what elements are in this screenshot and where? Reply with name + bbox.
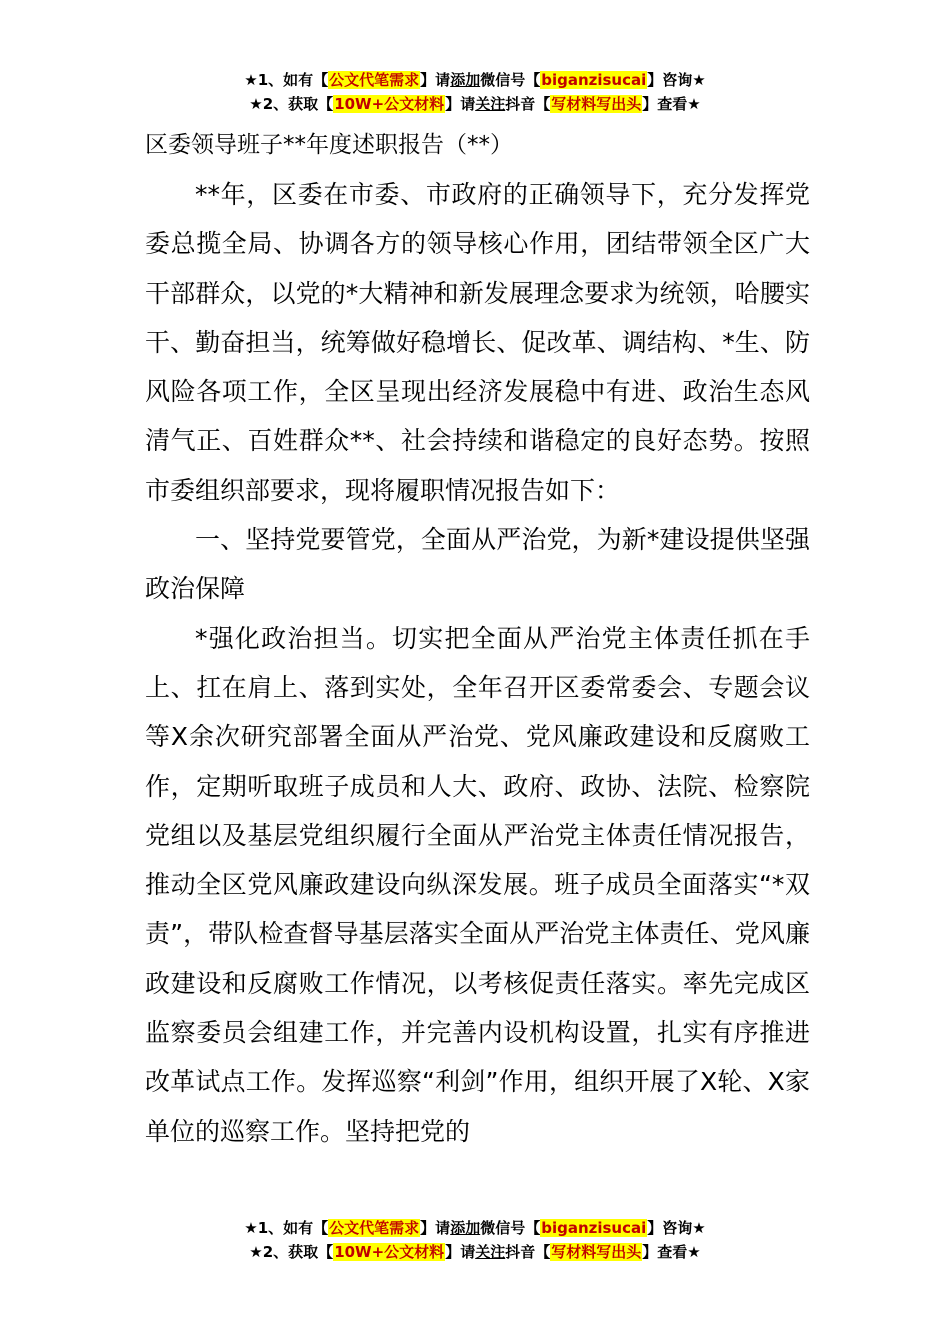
promo-banner-top bbox=[0, 68, 950, 116]
promo-line-2 bbox=[0, 92, 950, 116]
promo-text: 】请 bbox=[445, 95, 476, 113]
promo-text: ★2、获取【 bbox=[249, 95, 334, 113]
promo-text: ★2、获取【 bbox=[249, 1243, 334, 1261]
promo-banner-bottom bbox=[0, 1216, 950, 1264]
paragraph-intro: **年，区委在市委、市政府的正确领导下，充分发挥党委总揽全局、协调各方的领导核心作用，团结带领全区广大干部群众，以党的*大精神和新发展理念要求为统领，哈腰实干、勤奋担当，统筹做好稳增长、促改革、调结构、*生、防风险各项工作，全区呈现出经济发展稳中有进、政治生态风清气正、百姓群众**、社会持续和谐稳定的良好态势。按照市委组织部要求，现将履职情况报告如下： bbox=[145, 180, 810, 505]
promo-line-1 bbox=[0, 1216, 950, 1240]
promo-emphasis: 关注 bbox=[475, 1243, 506, 1261]
promo-text: 】咨询★ bbox=[647, 71, 706, 89]
promo-emphasis: 添加 bbox=[450, 71, 481, 89]
promo-text: ★1、如有【 bbox=[244, 71, 329, 89]
promo-highlight: biganzisucai bbox=[541, 1219, 647, 1237]
document-body bbox=[145, 126, 810, 1156]
document-title: 区委领导班子**年度述职报告（**） bbox=[145, 132, 513, 158]
promo-text: 】请 bbox=[420, 71, 451, 89]
promo-text: 】查看★ bbox=[642, 95, 701, 113]
promo-text: 微信号【 bbox=[480, 71, 541, 89]
promo-text: 】咨询★ bbox=[647, 1219, 706, 1237]
section-heading: 一、坚持党要管党，全面从严治党，为新*建设提供坚强政治保障 bbox=[145, 525, 810, 604]
promo-line-1 bbox=[0, 68, 950, 92]
promo-highlight: 写材料写出头 bbox=[551, 95, 642, 113]
promo-emphasis: 添加 bbox=[450, 1219, 481, 1237]
promo-highlight: 公文代笔需求 bbox=[329, 71, 420, 89]
promo-text: 】查看★ bbox=[642, 1243, 701, 1261]
promo-text: 】请 bbox=[445, 1243, 476, 1261]
promo-highlight: 10W+公文材料 bbox=[334, 95, 445, 113]
promo-highlight: 10W+公文材料 bbox=[334, 1243, 445, 1261]
promo-emphasis: 关注 bbox=[475, 95, 506, 113]
promo-highlight: 写材料写出头 bbox=[551, 1243, 642, 1261]
promo-text: ★1、如有【 bbox=[244, 1219, 329, 1237]
promo-text: 微信号【 bbox=[480, 1219, 541, 1237]
promo-text: 】请 bbox=[420, 1219, 451, 1237]
promo-line-2 bbox=[0, 1240, 950, 1264]
paragraph-body: *强化政治担当。切实把全面从严治党主体责任抓在手上、扛在肩上、落到实处，全年召开区委常委会、专题会议等X余次研究部署全面从严治党、党风廉政建设和反腐败工作，定期听取班子成员和人大、政府、政协、法院、检察院党组以及基层党组织履行全面从严治党主体责任情况报告，推动全区党风廉政建设向纵深发展。班子成员全面落实“*双责”，带队检查督导基层落实全面从严治党主体责任、党风廉政建设和反腐败工作情况，以考核促责任落实。率先完成区监察委员会组建工作，并完善内设机构设置，扎实有序推进改革试点工作。发挥巡察“利剑”作用，组织开展了X轮、X家单位的巡察工作。坚持把党的 bbox=[145, 623, 810, 1146]
promo-highlight: 公文代笔需求 bbox=[329, 1219, 420, 1237]
promo-text: 抖音【 bbox=[505, 95, 551, 113]
promo-highlight: biganzisucai bbox=[541, 71, 647, 89]
promo-text: 抖音【 bbox=[505, 1243, 551, 1261]
